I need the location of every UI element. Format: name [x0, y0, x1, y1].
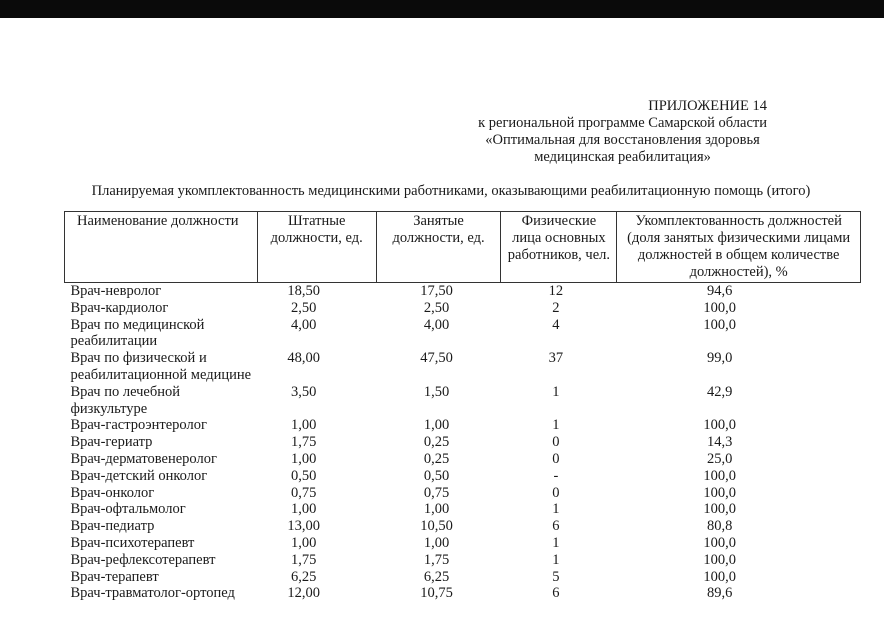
cell-individuals: - [553, 467, 559, 484]
cell-staff-positions: 6,25 [291, 568, 317, 585]
cell-staffing-rate: 100,0 [703, 534, 736, 551]
table-row [65, 485, 861, 502]
cell-occupied-positions: 1,00 [423, 417, 450, 434]
cell-individuals: 6 [552, 518, 560, 535]
cell-position-name: Врач по медицинской реабилитации [70, 316, 205, 350]
table-row [65, 569, 861, 586]
table-row [65, 501, 861, 518]
cell-staffing-rate: 25,0 [706, 450, 733, 467]
cell-staffing-rate: 100,0 [703, 501, 736, 518]
appendix-line: «Оптимальная для восстановления здоровья [485, 132, 760, 148]
cell-individuals: 0 [552, 484, 560, 501]
cell-occupied-positions: 47,50 [420, 350, 453, 367]
table-header-row [65, 212, 861, 283]
cell-staff-positions: 1,00 [291, 501, 317, 518]
cell-occupied-positions: 0,25 [423, 450, 450, 467]
cell-position-name: Врач-гериатр [70, 434, 153, 451]
cell-staff-positions: 3,50 [291, 383, 317, 400]
table-row [65, 350, 861, 384]
cell-staff-positions: 12,00 [287, 585, 320, 602]
cell-position-name: Врач-невролог [70, 283, 162, 299]
table-body [65, 283, 861, 603]
header-position: Наименование должности [65, 212, 258, 283]
cell-staffing-rate: 100,0 [703, 299, 736, 316]
cell-staffing-rate: 89,6 [706, 585, 733, 602]
table-row [65, 468, 861, 485]
cell-staff-positions: 0,50 [291, 467, 317, 484]
cell-position-name: Врач-офтальмолог [70, 501, 186, 518]
cell-occupied-positions: 10,75 [420, 585, 453, 602]
table-row [65, 451, 861, 468]
cell-individuals: 0 [552, 434, 560, 451]
cell-position-name: Врач-травматолог-ортопед [70, 585, 235, 602]
cell-staffing-rate: 42,9 [706, 383, 733, 400]
cell-individuals: 6 [552, 585, 560, 602]
cell-individuals: 1 [552, 501, 560, 518]
appendix-line: к региональной программе Самарской области [478, 115, 767, 131]
cell-occupied-positions: 0,25 [423, 434, 450, 451]
table-row [65, 317, 861, 351]
cell-occupied-positions: 1,75 [423, 551, 450, 568]
table-row [65, 384, 861, 418]
cell-staffing-rate: 80,8 [706, 518, 733, 535]
cell-occupied-positions: 2,50 [423, 299, 450, 316]
cell-staff-positions: 13,00 [287, 518, 320, 535]
cell-staffing-rate: 94,6 [706, 283, 733, 299]
cell-individuals: 5 [552, 568, 560, 585]
cell-staffing-rate: 14,3 [706, 434, 733, 451]
cell-staffing-rate: 100,0 [703, 316, 736, 333]
header-staffing-rate: Укомплектованность должностей (доля занятых физическими лицами должностей в общем количестве должностей), % [617, 212, 861, 283]
cell-occupied-positions: 17,50 [420, 283, 453, 299]
cell-position-name: Врач-детский онколог [70, 467, 208, 484]
cell-position-name: Врач-педиатр [70, 518, 155, 535]
cell-individuals: 4 [552, 316, 560, 333]
cell-position-name: Врач-онколог [70, 484, 155, 501]
cell-staff-positions: 1,75 [291, 434, 317, 451]
cell-occupied-positions: 0,75 [423, 484, 450, 501]
cell-staff-positions: 18,50 [287, 283, 320, 299]
appendix-header [478, 98, 767, 166]
scan-top-border [0, 0, 884, 18]
cell-staff-positions: 1,00 [291, 417, 317, 434]
table-row [65, 552, 861, 569]
cell-position-name: Врач-кардиолог [70, 299, 169, 316]
cell-staff-positions: 1,00 [291, 450, 317, 467]
cell-staff-positions: 4,00 [291, 316, 317, 333]
cell-individuals: 2 [552, 299, 560, 316]
table-row [65, 283, 861, 300]
table-row [65, 417, 861, 434]
header-individuals: Физические лица основных работников, чел. [501, 212, 617, 283]
cell-staffing-rate: 99,0 [706, 350, 733, 367]
cell-occupied-positions: 4,00 [423, 316, 450, 333]
staffing-table [64, 211, 861, 602]
cell-position-name: Врач-терапевт [70, 568, 159, 585]
cell-staff-positions: 2,50 [291, 299, 317, 316]
cell-position-name: Врач-психотерапевт [70, 534, 195, 551]
table-row [65, 434, 861, 451]
cell-staffing-rate: 100,0 [703, 484, 736, 501]
cell-staff-positions: 1,00 [291, 534, 317, 551]
cell-occupied-positions: 10,50 [420, 518, 453, 535]
table-row [65, 300, 861, 317]
cell-individuals: 1 [552, 383, 560, 400]
cell-staffing-rate: 100,0 [703, 467, 736, 484]
header-occupied-positions: Занятые должности, ед. [376, 212, 501, 283]
cell-staffing-rate: 100,0 [703, 551, 736, 568]
cell-occupied-positions: 1,00 [423, 534, 450, 551]
cell-position-name: Врач по физической и реабилитационной медицине [70, 350, 252, 383]
cell-staff-positions: 48,00 [287, 350, 320, 367]
cell-staffing-rate: 100,0 [703, 568, 736, 585]
cell-occupied-positions: 1,50 [423, 383, 450, 400]
cell-position-name: Врач-рефлексотерапевт [70, 551, 216, 568]
cell-position-name: Врач-дерматовенеролог [70, 450, 217, 467]
cell-occupied-positions: 1,00 [423, 501, 450, 518]
cell-staff-positions: 1,75 [291, 551, 317, 568]
table-row [65, 585, 861, 602]
cell-staff-positions: 0,75 [291, 484, 317, 501]
cell-occupied-positions: 0,50 [423, 467, 450, 484]
cell-individuals: 1 [552, 551, 560, 568]
cell-occupied-positions: 6,25 [423, 568, 450, 585]
cell-individuals: 1 [552, 417, 560, 434]
cell-individuals: 1 [552, 534, 560, 551]
appendix-title: ПРИЛОЖЕНИЕ 14 [648, 98, 767, 114]
cell-individuals: 12 [548, 283, 564, 299]
cell-position-name: Врач-гастроэнтеролог [70, 417, 207, 434]
cell-position-name: Врач по лечебной физкультуре [70, 383, 181, 417]
appendix-line: медицинская реабилитация» [534, 149, 711, 165]
table-caption: Планируемая укомплектованность медицинскими работниками, оказывающими реабилитационную помощь (итого) [91, 183, 811, 199]
cell-individuals: 0 [552, 450, 560, 467]
table-row [65, 535, 861, 552]
cell-individuals: 37 [548, 350, 564, 367]
table-row [65, 518, 861, 535]
cell-staffing-rate: 100,0 [703, 417, 736, 434]
header-staff-positions: Штатные должности, ед. [257, 212, 376, 283]
